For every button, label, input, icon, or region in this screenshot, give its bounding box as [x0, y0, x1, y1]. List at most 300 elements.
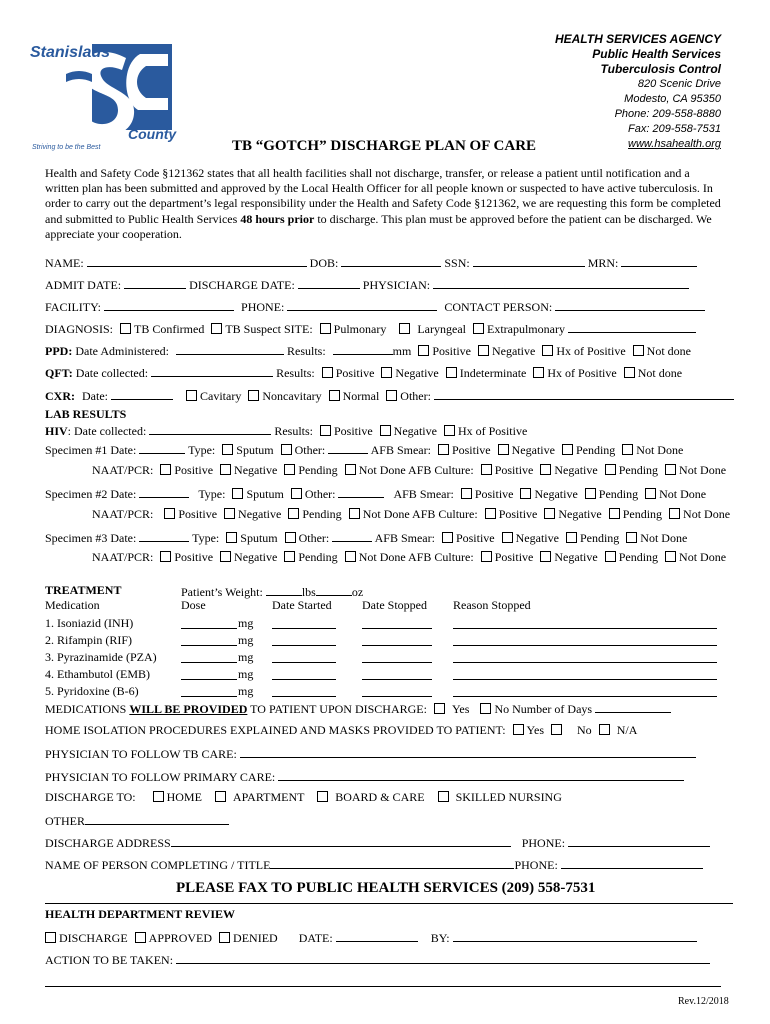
intro-paragraph — [45, 166, 725, 242]
discharge-address-field[interactable] — [171, 835, 511, 847]
meds-yes-label: Yes — [451, 702, 470, 716]
specimen-3-culture-notdone-checkbox[interactable] — [665, 551, 676, 562]
specimen-2-naat-notdone-label: Not Done — [362, 507, 410, 521]
review-top-rule — [45, 903, 733, 904]
review-date-field[interactable] — [336, 930, 418, 942]
specimen-2-type-label: Type: — [198, 487, 226, 501]
dose-unit: mg — [238, 633, 254, 647]
qft-hx-label: Hx of Positive — [547, 366, 617, 380]
meds-provided-post: TO PATIENT UPON DISCHARGE: — [247, 702, 427, 716]
cxr-other-label: Other: — [400, 389, 431, 403]
agency-phone: Phone: 209-558-8880 — [614, 108, 721, 120]
discharge-other-label: OTHER — [45, 814, 85, 828]
specimen-2-label: Specimen #2 Date: — [45, 487, 137, 501]
medication-name: 3. Pyrazinamide (PZA) — [45, 650, 157, 664]
skilled-nursing-checkbox[interactable] — [438, 791, 449, 802]
laryngeal-label: Laryngeal — [417, 322, 466, 336]
qft-date-field[interactable] — [151, 365, 273, 377]
isolation-yes-label: Yes — [526, 723, 545, 737]
laryngeal-checkbox[interactable] — [399, 323, 410, 334]
specimen-2-naat-positive-checkbox[interactable] — [164, 508, 175, 519]
review-date-label: DATE: — [298, 931, 333, 945]
weight-lbs-field[interactable] — [266, 584, 302, 596]
agency-website[interactable]: www.hsahealth.org — [628, 138, 721, 150]
specimen-1-naat-positive-checkbox[interactable] — [160, 464, 171, 475]
ppd-positive-label: Positive — [432, 344, 471, 358]
ppd-mm-field[interactable] — [333, 343, 393, 355]
specimen-1-naat-negative-label: Negative — [234, 463, 278, 477]
specimen-1-date-field[interactable] — [139, 442, 185, 454]
dose-unit: mg — [238, 616, 254, 630]
isolation-na-checkbox[interactable] — [599, 724, 610, 735]
date-stopped-field[interactable] — [362, 662, 432, 663]
specimen-1-sputum-label: Sputum — [236, 443, 274, 457]
noncavitary-label: Noncavitary — [262, 389, 322, 403]
completing-phone-field[interactable] — [561, 857, 703, 869]
name-field[interactable] — [87, 255, 307, 267]
specimen-3-naat-positive-label: Positive — [174, 550, 214, 564]
admit-date-label: ADMIT DATE: — [45, 278, 122, 292]
specimen-1-naat-pending-checkbox[interactable] — [284, 464, 295, 475]
reason-stopped-field[interactable] — [453, 696, 717, 697]
diagnosis-label: DIAGNOSIS: — [45, 322, 114, 336]
specimen-3-naat-notdone-label: Not Done — [358, 550, 406, 564]
specimen-2-naat-negative-label: Negative — [238, 507, 282, 521]
agency-name: HEALTH SERVICES AGENCY — [554, 32, 721, 46]
specimen-1-culture-negative-checkbox[interactable] — [540, 464, 551, 475]
qft-negative-label: Negative — [395, 366, 439, 380]
specimen-2-smear-positive-checkbox[interactable] — [461, 488, 472, 499]
specimen-2-date-field[interactable] — [139, 486, 189, 498]
isolation-no-checkbox[interactable] — [551, 724, 562, 735]
specimen-3-row — [45, 530, 687, 546]
dose-field[interactable] — [181, 679, 237, 680]
date-started-field[interactable] — [272, 645, 336, 646]
discharge-date-field[interactable] — [298, 277, 360, 289]
specimen-3-naat-row — [92, 551, 726, 565]
dose-field[interactable] — [181, 696, 237, 697]
specimen-3-afb-culture-label: AFB Culture: — [408, 550, 474, 564]
logo-top-text: Stanislaus — [30, 44, 111, 61]
specimen-1-culture-positive-checkbox[interactable] — [481, 464, 492, 475]
qft-date-label: Date collected: — [75, 366, 149, 380]
specimen-3-smear-notdone-checkbox[interactable] — [626, 532, 637, 543]
qft-results-label: Results: — [276, 366, 315, 380]
specimen-1-naat-pending-label: Pending — [298, 463, 338, 477]
apartment-label: APARTMENT — [232, 790, 305, 804]
specimen-1-culture-pending-checkbox[interactable] — [605, 464, 616, 475]
noncavitary-checkbox[interactable] — [248, 390, 259, 401]
specimen-3-smear-notdone-label: Not Done — [640, 531, 688, 545]
specimen-2-smear-pending-checkbox[interactable] — [585, 488, 596, 499]
apartment-checkbox[interactable] — [215, 791, 226, 802]
isolation-yes-checkbox[interactable] — [513, 724, 524, 735]
qft-indeterminate-checkbox[interactable] — [446, 367, 457, 378]
specimen-2-smear-notdone-checkbox[interactable] — [645, 488, 656, 499]
hiv-negative-label: Negative — [393, 424, 437, 438]
extrapulmonary-label: Extrapulmonary — [486, 322, 565, 336]
specimen-3-sputum-label: Sputum — [240, 531, 278, 545]
lab-results-heading: LAB RESULTS — [45, 407, 127, 421]
hiv-positive-checkbox[interactable] — [320, 425, 331, 436]
specimen-2-culture-negative-checkbox[interactable] — [544, 508, 555, 519]
specimen-2-smear-negative-label: Negative — [534, 487, 578, 501]
qft-hx-checkbox[interactable] — [533, 367, 544, 378]
specimen-2-other-label: Other: — [304, 487, 336, 501]
specimen-1-other-checkbox[interactable] — [281, 444, 292, 455]
specimen-3-culture-negative-checkbox[interactable] — [540, 551, 551, 562]
discharge-address-label: DISCHARGE ADDRESS — [45, 836, 171, 850]
ppd-positive-checkbox[interactable] — [418, 345, 429, 356]
specimen-3-label: Specimen #3 Date: — [45, 531, 137, 545]
qft-positive-label: Positive — [335, 366, 375, 380]
hiv-negative-checkbox[interactable] — [380, 425, 391, 436]
row-diagnosis — [45, 321, 696, 337]
meds-no-checkbox[interactable] — [480, 703, 491, 714]
dose-field[interactable] — [181, 645, 237, 646]
specimen-3-other-field[interactable] — [332, 530, 372, 542]
specimen-1-afb-smear-label: AFB Smear: — [370, 443, 431, 457]
specimen-1-afb-culture-label: AFB Culture: — [408, 463, 474, 477]
qft-negative-checkbox[interactable] — [381, 367, 392, 378]
review-approved-checkbox[interactable] — [135, 932, 146, 943]
meds-days-field[interactable] — [595, 701, 671, 713]
review-denied-label: DENIED — [233, 931, 278, 945]
specimen-3-culture-negative-label: Negative — [554, 550, 598, 564]
specimen-2-naat-positive-label: Positive — [178, 507, 218, 521]
specimen-3-smear-pending-checkbox[interactable] — [566, 532, 577, 543]
row-meds-provided — [45, 701, 671, 717]
dob-field[interactable] — [341, 255, 441, 267]
date-started-field[interactable] — [272, 628, 336, 629]
specimen-3-smear-positive-checkbox[interactable] — [442, 532, 453, 543]
specimen-1-culture-positive-label: Positive — [494, 463, 534, 477]
specimen-1-smear-pending-label: Pending — [575, 443, 616, 457]
mrn-label: MRN: — [587, 256, 619, 270]
follow-tb-field[interactable] — [240, 746, 696, 758]
tb-confirmed-label: TB Confirmed — [134, 322, 205, 336]
row-follow-tb — [45, 746, 696, 762]
dose-field[interactable] — [181, 662, 237, 663]
fax-notice: PLEASE FAX TO PUBLIC HEALTH SERVICES (209) 558-7531 — [176, 880, 596, 896]
pulmonary-checkbox[interactable] — [320, 323, 331, 334]
reason-stopped-field[interactable] — [453, 662, 717, 663]
specimen-1-smear-negative-checkbox[interactable] — [498, 444, 509, 455]
specimen-1-naat-row — [92, 464, 726, 478]
medication-name: 2. Rifampin (RIF) — [45, 633, 132, 647]
logo-bottom-text: County — [128, 126, 177, 142]
specimen-2-naat-row — [92, 508, 730, 522]
specimen-3-culture-pending-checkbox[interactable] — [605, 551, 616, 562]
completing-label: NAME OF PERSON COMPLETING / TITLE — [45, 858, 271, 872]
row-home-isolation — [45, 724, 637, 738]
reason-stopped-field[interactable] — [453, 679, 717, 680]
specimen-2-naat-pending-checkbox[interactable] — [288, 508, 299, 519]
meds-provided-bold: WILL BE PROVIDED — [129, 702, 248, 716]
agency-address2: Modesto, CA 95350 — [624, 93, 721, 105]
specimen-1-culture-pending-label: Pending — [618, 463, 659, 477]
specimen-3-culture-positive-label: Positive — [494, 550, 534, 564]
specimen-1-culture-notdone-checkbox[interactable] — [665, 464, 676, 475]
qft-label: QFT: — [45, 366, 73, 380]
review-by-field[interactable] — [453, 930, 697, 942]
normal-label: Normal — [342, 389, 380, 403]
extrapulmonary-checkbox[interactable] — [473, 323, 484, 334]
physician-label: PHYSICIAN: — [362, 278, 431, 292]
ppd-negative-label: Negative — [492, 344, 536, 358]
ssn-field[interactable] — [473, 255, 585, 267]
row-review-decision — [45, 930, 697, 946]
cxr-label: CXR: — [45, 389, 75, 403]
specimen-1-smear-positive-checkbox[interactable] — [438, 444, 449, 455]
specimen-1-smear-notdone-label: Not Done — [636, 443, 684, 457]
specimen-2-culture-pending-checkbox[interactable] — [609, 508, 620, 519]
facility-phone-field[interactable] — [287, 299, 437, 311]
date-started-field[interactable] — [272, 679, 336, 680]
specimen-2-smear-pending-label: Pending — [598, 487, 639, 501]
row-name — [45, 255, 697, 271]
col-date-started: Date Started — [272, 598, 332, 612]
county-logo — [22, 30, 192, 158]
dose-unit: mg — [238, 667, 254, 681]
col-dose: Dose — [181, 598, 206, 612]
ppd-notdone-label: Not done — [646, 344, 691, 358]
reason-stopped-field[interactable] — [453, 628, 717, 629]
isolation-na-label: N/A — [616, 723, 638, 737]
specimen-3-smear-negative-checkbox[interactable] — [502, 532, 513, 543]
date-stopped-field[interactable] — [362, 696, 432, 697]
discharge-other-field[interactable] — [85, 813, 229, 825]
cavitary-checkbox[interactable] — [186, 390, 197, 401]
col-reason-stopped: Reason Stopped — [453, 598, 531, 612]
ppd-label: PPD: — [45, 344, 73, 358]
reason-stopped-field[interactable] — [453, 645, 717, 646]
physician-field[interactable] — [433, 277, 689, 289]
date-stopped-field[interactable] — [362, 679, 432, 680]
weight-oz-unit: oz — [351, 585, 364, 599]
specimen-3-culture-positive-checkbox[interactable] — [481, 551, 492, 562]
specimen-2-other-checkbox[interactable] — [291, 488, 302, 499]
dob-label: DOB: — [309, 256, 339, 270]
specimen-1-other-label: Other: — [294, 443, 326, 457]
specimen-1-label: Specimen #1 Date: — [45, 443, 137, 457]
extrapulmonary-field[interactable] — [568, 321, 696, 333]
action-field[interactable] — [176, 952, 710, 964]
admit-date-field[interactable] — [124, 277, 186, 289]
hiv-hx-label: Hx of Positive — [457, 424, 528, 438]
tb-suspect-checkbox[interactable] — [211, 323, 222, 334]
row-discharge-other — [45, 813, 229, 829]
home-isolation-label: HOME ISOLATION PROCEDURES EXPLAINED AND MASKS PROVIDED TO PATIENT: — [45, 723, 506, 737]
hiv-results-label: Results: — [274, 424, 313, 438]
intro-bold: 48 hours prior — [240, 211, 315, 226]
row-completing — [45, 857, 703, 873]
specimen-2-sputum-checkbox[interactable] — [232, 488, 243, 499]
weight-oz-field[interactable] — [316, 584, 352, 596]
home-label: HOME — [166, 790, 202, 804]
logo-tagline: Striving to be the Best — [32, 144, 101, 151]
intro-text-1: Health and Safety Code §121362 states that all health facilities shall not discharge, transfer, or release a patient until notification and a written plan has been submitted and approved by the Local Health Officer for all people known or suspected to have active tuberculosis. In order to carry out the department’s legal responsibility under the Health and Safety Code §121362, we are requesting this form be completed and submitted to Public Health Services — [45, 166, 721, 226]
specimen-1-culture-negative-label: Negative — [554, 463, 598, 477]
col-medication: Medication — [45, 598, 100, 612]
specimen-3-other-checkbox[interactable] — [285, 532, 296, 543]
specimen-2-culture-notdone-checkbox[interactable] — [669, 508, 680, 519]
board-care-checkbox[interactable] — [317, 791, 328, 802]
specimen-2-other-field[interactable] — [338, 486, 384, 498]
specimen-2-naat-pending-label: Pending — [302, 507, 342, 521]
specimen-1-naat-notdone-label: Not Done — [358, 463, 406, 477]
follow-primary-label: PHYSICIAN TO FOLLOW PRIMARY CARE: — [45, 770, 276, 784]
dose-field[interactable] — [181, 628, 237, 629]
date-started-field[interactable] — [272, 662, 336, 663]
specimen-2-naat-notdone-checkbox[interactable] — [349, 508, 360, 519]
specimen-2-row — [45, 486, 706, 502]
ppd-hx-checkbox[interactable] — [542, 345, 553, 356]
cxr-other-checkbox[interactable] — [386, 390, 397, 401]
specimen-2-culture-pending-label: Pending — [622, 507, 663, 521]
specimen-3-date-field[interactable] — [139, 530, 189, 542]
qft-notdone-checkbox[interactable] — [624, 367, 635, 378]
row-follow-primary — [45, 769, 684, 785]
contact-person-field[interactable] — [555, 299, 705, 311]
specimen-1-naat-positive-label: Positive — [174, 463, 214, 477]
specimen-1-sputum-checkbox[interactable] — [222, 444, 233, 455]
ppd-mm-unit: mm — [392, 344, 412, 358]
board-care-label: BOARD & CARE — [335, 790, 425, 804]
dose-unit: mg — [238, 684, 254, 698]
ppd-date-field[interactable] — [176, 343, 284, 355]
review-discharge-checkbox[interactable] — [45, 932, 56, 943]
weight-lbs-unit: lbs — [301, 585, 316, 599]
specimen-1-smear-notdone-checkbox[interactable] — [622, 444, 633, 455]
completing-field[interactable] — [270, 857, 514, 869]
review-approved-label: APPROVED — [148, 931, 213, 945]
facility-field[interactable] — [104, 299, 234, 311]
cavitary-label: Cavitary — [200, 389, 242, 403]
ppd-negative-checkbox[interactable] — [478, 345, 489, 356]
medication-name: 5. Pyridoxine (B-6) — [45, 684, 139, 698]
specimen-3-naat-pending-checkbox[interactable] — [284, 551, 295, 562]
revision-label: Rev.12/2018 — [678, 996, 729, 1007]
review-by-label: BY: — [430, 931, 450, 945]
meds-no-days-label: No Number of Days — [494, 702, 593, 716]
specimen-1-naat-negative-checkbox[interactable] — [220, 464, 231, 475]
facility-phone-label: PHONE: — [241, 300, 285, 314]
specimen-3-culture-notdone-label: Not Done — [679, 550, 727, 564]
specimen-3-culture-pending-label: Pending — [618, 550, 659, 564]
specimen-2-sputum-label: Sputum — [246, 487, 284, 501]
tb-confirmed-checkbox[interactable] — [120, 323, 131, 334]
review-denied-checkbox[interactable] — [219, 932, 230, 943]
specimen-3-naat-negative-checkbox[interactable] — [220, 551, 231, 562]
agency-division: Tuberculosis Control — [600, 62, 721, 76]
date-started-field[interactable] — [272, 696, 336, 697]
home-checkbox[interactable] — [153, 791, 164, 802]
specimen-3-naat-notdone-checkbox[interactable] — [345, 551, 356, 562]
specimen-1-naat-notdone-checkbox[interactable] — [345, 464, 356, 475]
meds-provided-pre: MEDICATIONS — [45, 702, 130, 716]
specimen-2-naat-negative-checkbox[interactable] — [224, 508, 235, 519]
normal-checkbox[interactable] — [329, 390, 340, 401]
specimen-3-naat-label: NAAT/PCR: — [92, 550, 154, 564]
intro-text-2: to discharge. This plan must be approved before the patient can be discharged. We appreciate your cooperation. — [45, 211, 712, 241]
address-phone-label: PHONE: — [521, 836, 566, 850]
specimen-2-smear-negative-checkbox[interactable] — [520, 488, 531, 499]
row-cxr — [45, 388, 734, 404]
specimen-3-smear-negative-label: Negative — [515, 531, 559, 545]
follow-primary-field[interactable] — [278, 769, 684, 781]
ssn-label: SSN: — [444, 256, 470, 270]
follow-tb-label: PHYSICIAN TO FOLLOW TB CARE: — [45, 747, 237, 761]
dose-unit: mg — [238, 650, 254, 664]
isolation-no-label: No — [577, 723, 592, 737]
agency-address1: 820 Scenic Drive — [637, 78, 721, 90]
meds-yes-checkbox[interactable] — [434, 703, 445, 714]
specimen-3-naat-negative-label: Negative — [234, 550, 278, 564]
discharge-date-label: DISCHARGE DATE: — [189, 278, 295, 292]
cxr-date-label: Date: — [82, 389, 108, 403]
date-stopped-field[interactable] — [362, 628, 432, 629]
row-discharge-address — [45, 835, 710, 851]
qft-positive-checkbox[interactable] — [322, 367, 333, 378]
hiv-date-field[interactable] — [149, 423, 271, 435]
row-hiv — [45, 423, 527, 439]
cxr-other-field[interactable] — [434, 388, 734, 400]
ppd-notdone-checkbox[interactable] — [633, 345, 644, 356]
pulmonary-label: Pulmonary — [333, 322, 387, 336]
specimen-1-naat-label: NAAT/PCR: — [92, 463, 154, 477]
specimen-3-type-label: Type: — [192, 531, 220, 545]
date-stopped-field[interactable] — [362, 645, 432, 646]
hiv-hx-checkbox[interactable] — [444, 425, 455, 436]
agency-dept: Public Health Services — [592, 47, 721, 61]
specimen-1-type-label: Type: — [188, 443, 216, 457]
agency-fax: Fax: 209-558-7531 — [628, 123, 721, 135]
specimen-1-smear-negative-label: Negative — [511, 443, 555, 457]
specimen-1-other-field[interactable] — [328, 442, 368, 454]
specimen-2-smear-positive-label: Positive — [474, 487, 514, 501]
col-date-stopped: Date Stopped — [362, 598, 427, 612]
specimen-3-sputum-checkbox[interactable] — [226, 532, 237, 543]
review-discharge-label: DISCHARGE — [59, 931, 128, 945]
agency-block — [555, 32, 721, 152]
hiv-label: HIV — [45, 424, 68, 438]
address-phone-field[interactable] — [568, 835, 710, 847]
specimen-3-naat-positive-checkbox[interactable] — [160, 551, 171, 562]
row-discharge-to — [45, 791, 562, 805]
specimen-1-smear-pending-checkbox[interactable] — [562, 444, 573, 455]
hiv-positive-label: Positive — [333, 424, 373, 438]
weight-label: Patient’s Weight: — [181, 585, 263, 599]
specimen-2-afb-culture-label: AFB Culture: — [412, 507, 478, 521]
cxr-date-field[interactable] — [111, 388, 173, 400]
specimen-2-culture-negative-label: Negative — [558, 507, 602, 521]
specimen-2-afb-smear-label: AFB Smear: — [393, 487, 454, 501]
mrn-field[interactable] — [621, 255, 697, 267]
qft-notdone-label: Not done — [637, 366, 683, 380]
row-ppd — [45, 343, 691, 359]
ppd-hx-label: Hx of Positive — [556, 344, 626, 358]
specimen-1-smear-positive-label: Positive — [451, 443, 491, 457]
specimen-2-smear-notdone-label: Not Done — [659, 487, 707, 501]
action-label: ACTION TO BE TAKEN: — [45, 953, 174, 967]
action-field-line-2[interactable] — [45, 986, 721, 987]
form-title: TB “GOTCH” DISCHARGE PLAN OF CARE — [232, 138, 537, 154]
qft-indeterminate-label: Indeterminate — [459, 366, 527, 380]
treatment-heading: TREATMENT — [45, 583, 122, 597]
row-action — [45, 952, 710, 968]
specimen-2-culture-positive-checkbox[interactable] — [485, 508, 496, 519]
